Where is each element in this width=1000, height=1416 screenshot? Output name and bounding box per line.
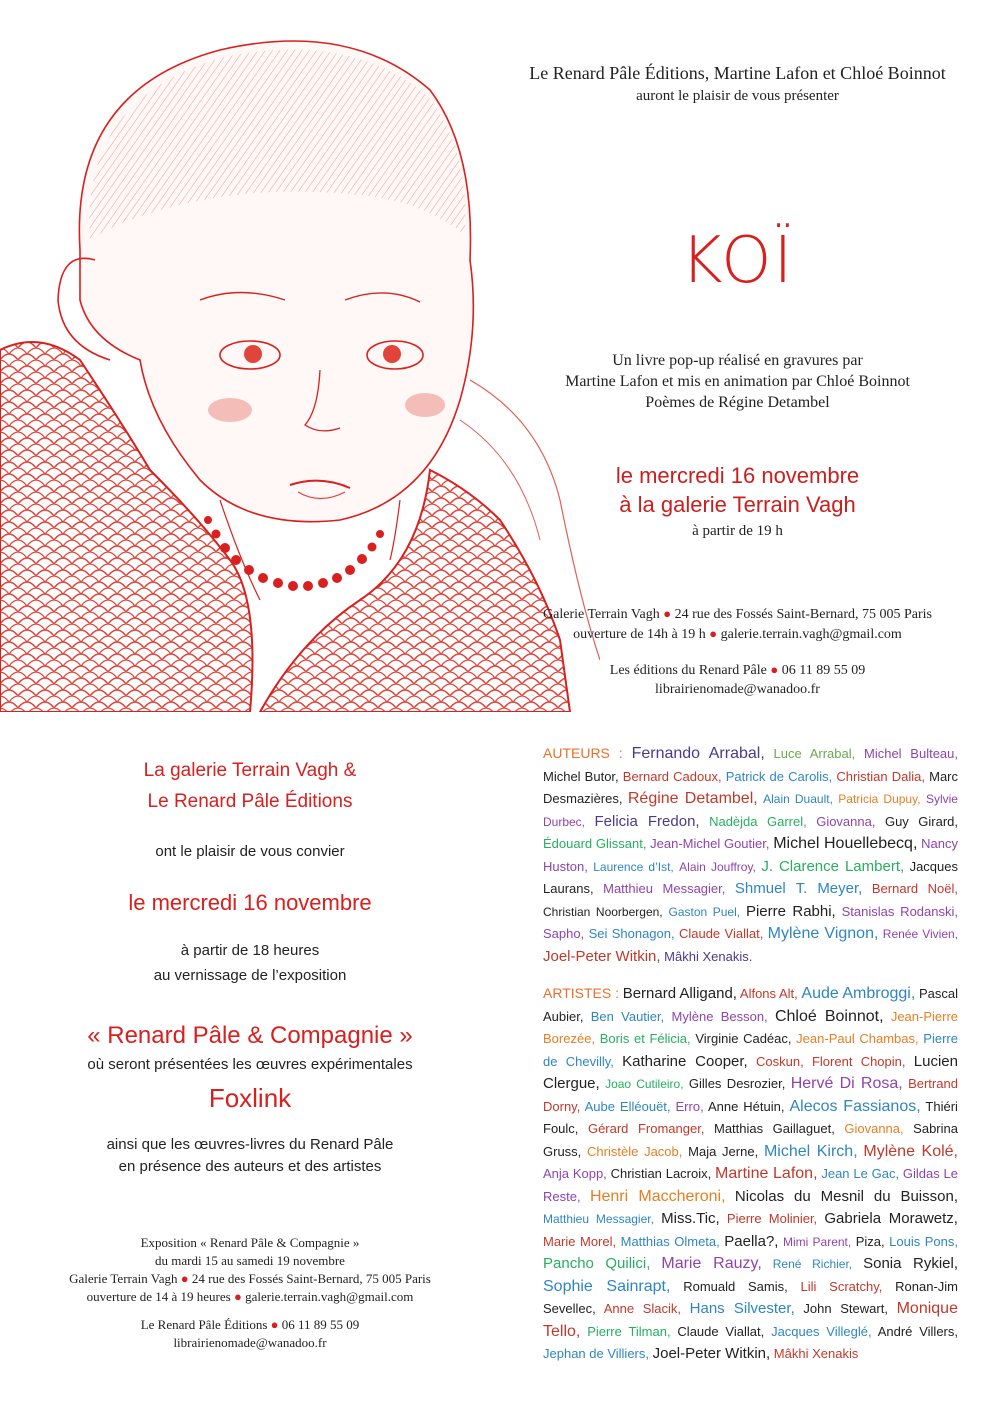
exhibition-date: le mercredi 16 novembre [128, 890, 372, 915]
author-name: Mâkhi Xenakis. [664, 948, 753, 964]
gallery-email[interactable]: galerie.terrain.vagh@gmail.com [720, 627, 902, 642]
event-date: le mercredi 16 novembre [615, 463, 860, 488]
artist-name: Jephan de Villiers, [543, 1346, 649, 1361]
exhibition-hours: ouverture de 14 à 19 heures [86, 1289, 231, 1304]
artist-name: Mimi Parent, [782, 1234, 852, 1249]
artist-name: Gérard Fromanger, [587, 1121, 705, 1136]
contact-email[interactable]: librairienomade@wanadoo.fr [173, 1335, 327, 1350]
vernissage-label: au vernissage de l’exposition [153, 967, 347, 984]
author-name: Nancy Huston, [543, 836, 958, 874]
contributors-list [543, 742, 958, 1366]
artist-name: Sonia Rykiel, [863, 1255, 958, 1272]
artist-name: Henri Maccheroni, [589, 1187, 726, 1205]
author-name: Régine Detambel, [627, 790, 758, 807]
author-name: Édouard Glissant, [543, 836, 647, 851]
artist-name: Alecos Fassianos, [789, 1097, 921, 1115]
author-name: Christian Dalia, [836, 768, 925, 784]
artist-name: Katharine Cooper, [622, 1052, 748, 1070]
author-name: Marc Desmazières, [543, 768, 958, 806]
artist-name: Ronan-Jim Sevellec, [543, 1278, 958, 1316]
exhibition-title: « Renard Pâle & Compagnie » [87, 1022, 413, 1049]
artists-label: ARTISTES : [543, 985, 620, 1001]
artist-name: Mâkhi Xenakis [773, 1346, 859, 1361]
exhibition-gallery-name: Galerie Terrain Vagh [69, 1271, 178, 1286]
author-name: Alain Duault, [763, 792, 833, 806]
artist-name: Pascal Aubier, [543, 986, 958, 1024]
author-name: Shmuel T. Meyer, [734, 880, 863, 897]
publisher-contact-block [505, 660, 970, 699]
author-name: Gaston Puel, [668, 904, 741, 919]
book-description [505, 350, 970, 413]
convier-text: ont le plaisir de vous convier [155, 843, 345, 860]
artist-name: Miss.Tic, [661, 1210, 720, 1227]
author-name: Stanislas Rodanski, [841, 903, 958, 919]
contact-phone: 06 11 89 55 09 [281, 1317, 360, 1332]
authors-label: AUTEURS : [543, 745, 623, 761]
gallery-hours: ouverture de 14h à 19 h [573, 627, 706, 642]
publisher-name: Les éditions du Renard Pâle [609, 663, 767, 678]
author-name: Sei Shonagon, [588, 926, 675, 941]
author-name: Guy Girard, [884, 813, 958, 829]
artist-name: Monique Tello, [543, 1300, 958, 1340]
artist-name: Jean Le Gac, [821, 1166, 900, 1181]
exhibition-info-title: Exposition « Renard Pâle & Compagnie » [140, 1235, 360, 1250]
artist-name: Martine Lafon, [715, 1165, 818, 1182]
artist-name: Ben Vautier, [590, 1008, 665, 1024]
author-name: Michel Houellebecq, [773, 835, 918, 852]
artist-name: Paella?, [724, 1232, 779, 1250]
artist-name: Matthieu Messagier, [543, 1212, 654, 1226]
author-name: Patrick de Carolis, [725, 768, 833, 784]
book-desc-line: Un livre pop-up réalisé en gravures par [612, 352, 863, 369]
contact-name: Le Renard Pâle Éditions [140, 1317, 268, 1332]
author-name: Pierre Rabhi, [745, 902, 836, 920]
artist-name: Erro, [675, 1098, 704, 1114]
invitation-subline: auront le plaisir de vous présenter [636, 88, 839, 104]
exhibition-subtitle: où seront présentées les œuvres expérimentales [87, 1056, 413, 1073]
exhibition-hosts [0, 755, 500, 817]
artist-name: Pancho Quilici, [543, 1255, 651, 1272]
artist-name: Piza, [855, 1233, 885, 1249]
bullet-dot-icon: ● [233, 1289, 242, 1304]
artist-name: Nicolas du Mesnil du Buisson, [734, 1187, 958, 1205]
bullet-dot-icon: ● [180, 1271, 189, 1286]
author-name: Sapho, [543, 926, 585, 941]
artist-name: Louis Pons, [889, 1233, 958, 1249]
artist-name: Joao Cutileiro, [605, 1077, 684, 1091]
vernissage-text [0, 938, 500, 988]
artist-name: Anne Slacik, [603, 1301, 681, 1316]
publisher-phone: 06 11 89 55 09 [781, 663, 866, 678]
author-name: Michel Butor, [543, 768, 619, 784]
artist-name: André Villers, [877, 1323, 958, 1339]
vernissage-time: à partir de 18 heures [180, 942, 320, 959]
invitation-publishers: Le Renard Pâle Éditions, Martine Lafon et Chloé Boinnot [529, 63, 946, 83]
artist-name: Thiéri Foulc, [543, 1098, 958, 1136]
author-name: Jean-Michel Goutier, [650, 836, 770, 851]
artist-name: Jean-Paul Chambas, [796, 1031, 919, 1046]
author-name: J. Clarence Lambert, [761, 857, 905, 875]
author-name: Sylvie Durbec, [543, 792, 958, 829]
artists-paragraph [543, 982, 958, 1366]
artist-name: Gilles Desrozier, [688, 1076, 786, 1091]
artist-name: Virginie Cadéac, [695, 1031, 792, 1046]
event-date-block [505, 461, 970, 519]
author-name: Alain Jouffroy, [679, 859, 756, 874]
artist-name: Bertrand Dorny, [543, 1076, 958, 1114]
author-name: Bernard Cadoux, [622, 768, 722, 784]
artist-name: Marie Morel, [543, 1233, 617, 1249]
publisher-email[interactable]: librairienomade@wanadoo.fr [655, 682, 820, 697]
artist-name: Christèle Jacob, [587, 1143, 683, 1159]
host-line: La galerie Terrain Vagh & [143, 760, 357, 781]
artist-name: Michel Kirch, [763, 1142, 858, 1160]
author-name: Fernando Arrabal, [631, 745, 765, 762]
artist-name: Maja Jerne, [688, 1143, 759, 1159]
artist-name: Bernard Alligand, [622, 985, 737, 1002]
host-line: Le Renard Pâle Éditions [147, 791, 353, 812]
authors-names [543, 746, 958, 964]
artist-name: Matthias Gaillaguet, [713, 1121, 835, 1136]
artist-name: Giovanna, [844, 1121, 904, 1136]
books-line: ainsi que les œuvres-livres du Renard Pâle [106, 1136, 394, 1153]
book-desc-line: Poèmes de Régine Detambel [645, 394, 830, 411]
gallery-address-block [505, 604, 970, 644]
event-time: à partir de 19 h [692, 523, 783, 539]
gallery-name: Galerie Terrain Vagh [543, 607, 660, 622]
book-title: KOÏ [680, 224, 795, 298]
author-name: Luce Arrabal, [773, 746, 856, 761]
artist-name: Hans Silvester, [689, 1300, 795, 1317]
author-name: Laurence d’Ist, [593, 859, 674, 874]
artist-name: Florent Chopin, [811, 1053, 906, 1069]
artist-name: Hervé Di Rosa, [790, 1075, 903, 1092]
books-presence-text [0, 1134, 500, 1178]
author-name: Joel-Peter Witkin, [543, 947, 661, 965]
exhibition-invitation [0, 755, 500, 1352]
artist-name: Pierre Tilman, [587, 1323, 671, 1339]
author-name: Renée Vivien, [882, 927, 959, 941]
author-name: Felicia Fredon, [594, 812, 700, 830]
artist-name: Lili Scratchy, [800, 1278, 883, 1294]
author-name: Nadèjda Garrel, [709, 813, 807, 829]
artist-name: Pierre Molinier, [726, 1211, 818, 1226]
artist-name: Pierre de Chevilly, [543, 1031, 958, 1069]
artist-name: Sophie Sainrapt, [543, 1277, 671, 1295]
author-name: Bernard Noël, [871, 881, 958, 896]
artists-names [543, 986, 958, 1361]
exhibition-gallery-address: 24 rue des Fossés Saint-Bernard, 75 005 Paris [191, 1271, 431, 1286]
author-name: Matthieu Messagier, [603, 881, 726, 896]
books-line: en présence des auteurs et des artistes [118, 1158, 382, 1175]
artist-name: Coskun, [756, 1053, 804, 1069]
author-name: Giovanna, [816, 813, 876, 829]
artist-name: Gildas Le Reste, [543, 1166, 958, 1204]
author-name: Michel Bulteau, [864, 746, 959, 761]
foxlink-title: Foxlink [208, 1083, 292, 1113]
artist-name: Marie Rauzy, [661, 1255, 762, 1272]
exhibition-email[interactable]: galerie.terrain.vagh@gmail.com [245, 1289, 414, 1304]
artist-name: Claude Viallat, [677, 1323, 765, 1339]
artist-name: Anne Hétuin, [707, 1098, 785, 1114]
exhibition-info-block [0, 1234, 500, 1306]
artist-name: Jacques Villeglé, [771, 1323, 872, 1339]
artist-name: Lucien Clergue, [543, 1052, 958, 1092]
artist-name: Aube Elléouët, [584, 1098, 671, 1114]
artist-name: Boris et Félicia, [599, 1031, 691, 1046]
artist-name: Chloé Boinnot, [774, 1007, 884, 1025]
bullet-dot-icon: ● [663, 606, 672, 621]
author-name: Mylène Vignon, [767, 925, 879, 942]
author-name: Claude Viallat, [678, 926, 764, 941]
author-name: Patricia Dupuy, [838, 792, 921, 806]
book-desc-line: Martine Lafon et mis en animation par Chloé Boinnot [565, 373, 910, 390]
artist-name: Mylène Kolé, [863, 1142, 959, 1160]
author-name: Jacques Laurans, [543, 858, 958, 896]
artist-name: Christian Lacroix, [610, 1166, 712, 1181]
artist-name: Jean-Pierre Borezée, [543, 1008, 959, 1046]
artist-name: Aude Ambroggi, [801, 985, 916, 1002]
artist-name: Joel-Peter Witkin, [652, 1345, 771, 1362]
gallery-address: 24 rue des Fossés Saint-Bernard, 75 005 Paris [674, 607, 932, 622]
exhibition-contact-block [0, 1316, 500, 1352]
artist-name: Sabrina Gruss, [543, 1121, 958, 1159]
artist-name: Anja Kopp, [543, 1166, 607, 1181]
exhibition-info-dates: du mardi 15 au samedi 19 novembre [155, 1253, 345, 1268]
event-place: à la galerie Terrain Vagh [619, 492, 856, 517]
artist-name: Matthias Olmeta, [620, 1233, 720, 1249]
bullet-dot-icon: ● [770, 662, 779, 677]
artist-name: John Stewart, [803, 1301, 888, 1316]
bullet-dot-icon: ● [270, 1317, 279, 1332]
authors-paragraph [543, 742, 958, 968]
koi-invitation [505, 62, 970, 699]
artist-name: Alfons Alt, [739, 986, 798, 1001]
artist-name: Mylène Besson, [671, 1008, 768, 1024]
author-name: Christian Noorbergen, [543, 904, 663, 919]
artist-name: Romuald Samis, [683, 1278, 788, 1294]
bullet-dot-icon: ● [709, 626, 718, 641]
artist-name: René Richier, [772, 1257, 853, 1271]
artist-name: Gabriela Morawetz, [824, 1210, 958, 1227]
